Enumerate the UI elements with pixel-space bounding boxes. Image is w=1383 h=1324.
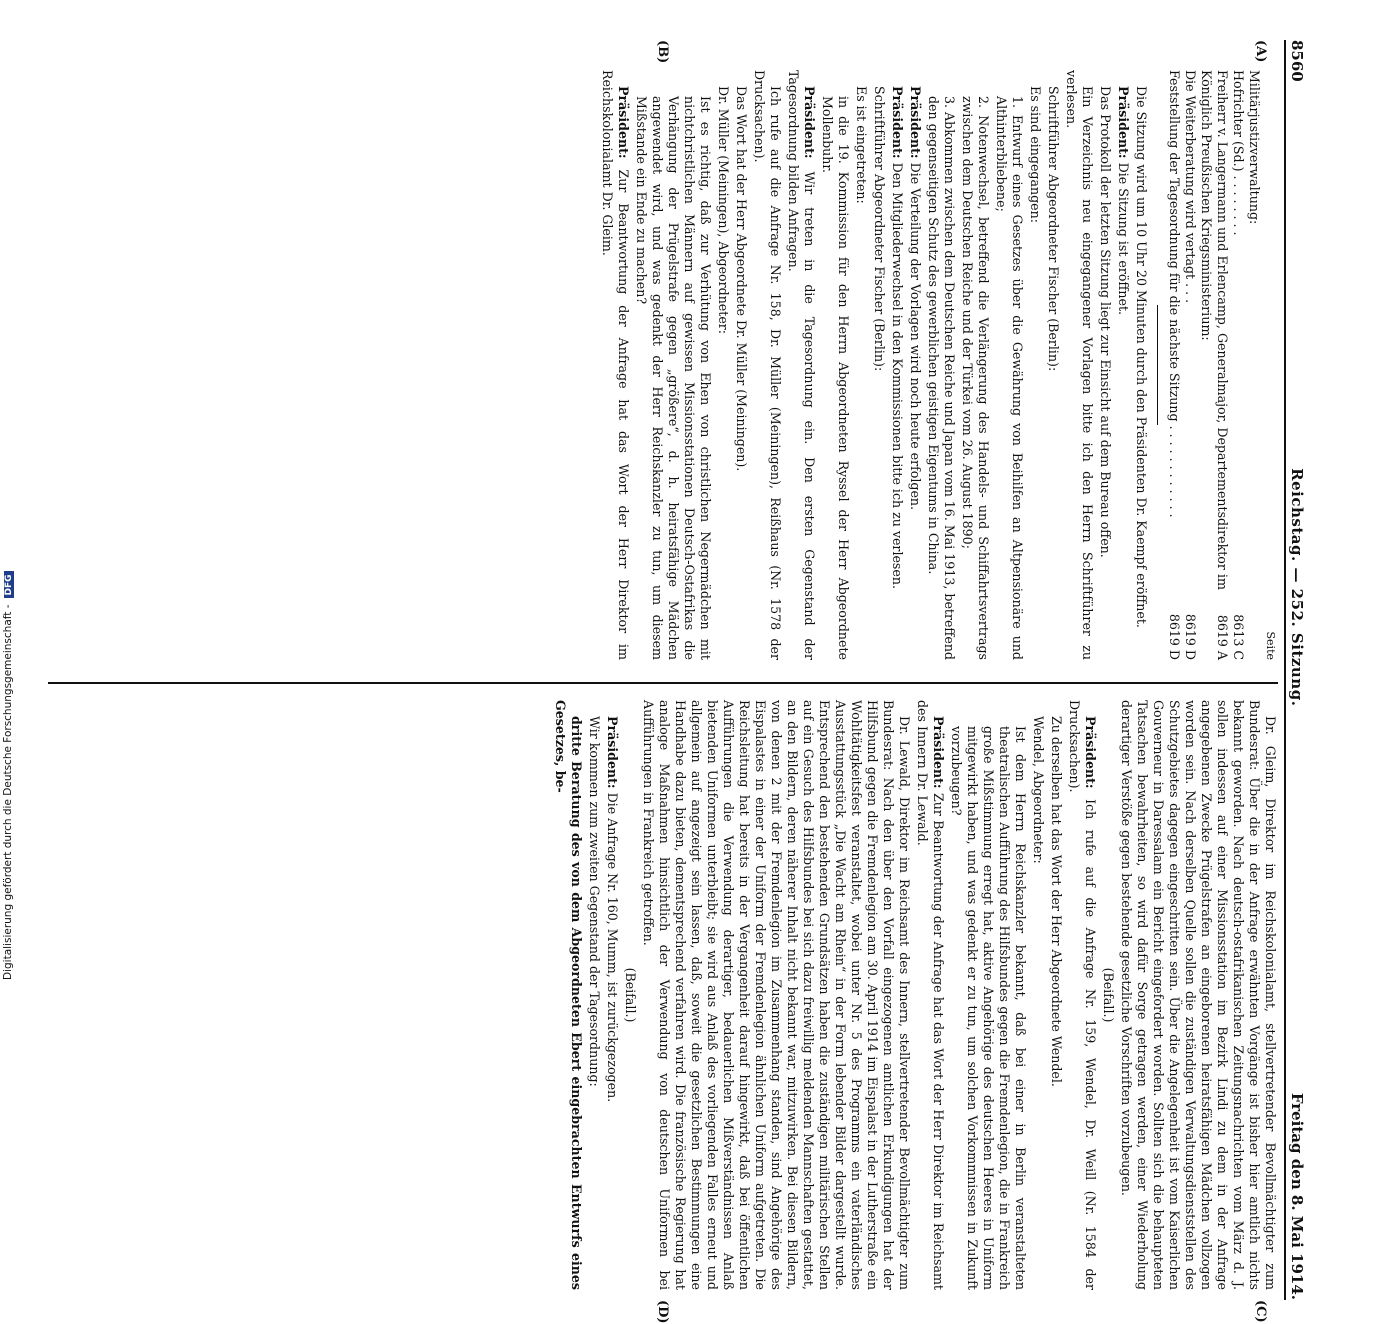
left-column: [597, 70, 1278, 660]
agenda-item: dritte Beratung des von dem Abgeordneten Ebert eingebrachten Entwurfs eines Gesetzes, be-: [553, 700, 584, 1290]
speaker-line: Schriftführer Abgeordneter Fischer (Berlin):: [1046, 86, 1061, 372]
paragraph: Präsident: Wir treten in die Tagesordnung ein. Den ersten Gegenstand der Tagesordnung bilden Anfragen.: [786, 70, 817, 660]
toc-entry: Hofrichter (Sd.) . . . . . . . . 8613 C: [1231, 70, 1246, 660]
paragraph: Präsident: Ich rufe auf die Anfrage Nr. 159, Wendel, Dr. Weill (Nr. 1584 der Drucksachen).: [1067, 700, 1098, 1290]
paragraph: Es sind eingegangen:: [1028, 86, 1043, 223]
paragraph: Das Wort hat der Herr Abgeordnete Dr. Müller (Meiningen).: [734, 86, 749, 472]
paragraph: Präsident: Die Anfrage Nr. 160, Mumm, ist zurückgezogen.: [605, 716, 620, 1103]
toc-entry: Feststellung der Tagesordnung für die nächste Sitzung . . . . . . . . . . . . 8619 D: [1167, 70, 1182, 660]
column-divider: [48, 682, 1278, 684]
section-rule: [1157, 305, 1158, 425]
session-date: Freitag den 8. Mai 1914.: [1288, 1092, 1306, 1300]
inquiry-text: Ist es richtig, daß zur Verhütung von Ehen von christlichen Negermädchen mit nichtchristlichen Männern auf gewissen Missionsstationen Deutsch-Ostafrikas die Verhängung der Prügelstrafe gegen „größere“, d. h. heiratsfähige Mädchen angewendet wird, und was gedenkt der Herr Reichskanzler zu tun, um diesem Mißstande ein Ende zu machen?: [634, 96, 713, 660]
margin-mark-b: (B): [655, 40, 670, 64]
paragraph: Zu derselben hat das Wort der Herr Abgeordnete Wendel.: [1049, 716, 1064, 1087]
list-item: 2. Notenwechsel, betreffend die Verlängerung des Handels- und Schiffahrtsvertrags zwischen dem Deutschen Reiche und der Türkei vom 26. August 1890;: [960, 96, 991, 660]
toc-entry: Militärjustizverwaltung:: [1247, 70, 1262, 225]
header-rule: [1284, 40, 1286, 1300]
digitization-footer: [2, 571, 14, 980]
toc-page-label: Seite: [1264, 631, 1277, 660]
toc-entry: Die Weiterberatung wird vertagt . . . 8619 D: [1183, 70, 1198, 660]
applause: (Beifall.): [623, 967, 638, 1023]
opening-statement: Die Sitzung wird um 10 Uhr 20 Minuten durch den Präsidenten Dr. Kaempf eröffnet.: [1134, 86, 1149, 628]
paragraph: Ein Verzeichnis neu eingegangener Vorlagen bitte ich den Herrn Schriftführer zu verlesen.: [1064, 70, 1095, 660]
list-item: 1. Entwurf eines Gesetzes über die Gewährung von Beihilfen an Altpensionäre und Althinterbliebene;: [994, 96, 1025, 660]
speaker-line: Schriftführer Abgeordneter Fischer (Berlin):: [872, 86, 887, 372]
paragraph: in die 19. Kommission für den Herrn Abgeordneten Ryssel der Herr Abgeordnete Mollenbuhr.: [820, 96, 851, 660]
margin-mark-d: (D): [655, 1300, 670, 1324]
paragraph: Dr. Gleim, Direktor im Reichskolonialamt, stellvertretender Bevollmächtigter zum Bundesrat: Über die in der Anfrage erwähnten Vorgänge ist bisher hier amtlich nichts bekannt geworden. Nach deutsch-ostafrikanischen Zeitungsnachrichten vom März d. J. sollen indessen auf einer Missionsstation im Bezirk Lindi zu dem in der Anfrage angegebenen Zwecke Prügelstrafen an eingeborenen heiratsfähigen Mädchen vollzogen worden sein. Nach derselben Quelle sollen die zuständigen Verwaltungsdienststellen des Schutzgebietes dagegen eingeschritten sein. Über die Angelegenheit ist vom Kaiserlichen Gouverneur in Daressalam ein Bericht eingefordert worden. Sollten sich die behaupteten Tatsachen bewahrheiten, so wird dafür Sorge getragen werden, einer Wiederholung derartiger Verstöße gegen bestehende gesetzliche Vorschriften vorzubeugen.: [1119, 700, 1278, 1290]
list-item: 3. Abkommen zwischen dem Deutschen Reiche und Japan vom 16. Mai 1913, betreffend den gegenseitigen Schutz des gewerblichen geistigen Eigentums in China.: [926, 96, 957, 660]
inquiry-text: Ist dem Herrn Reichskanzler bekannt, daß bei einer in Berlin veranstalteten theatralischen Aufführung des Hilfsbundes gegen die Fremdenlegion, die in Frankreich große Mißstimmung erregt hat, aktive Angehörige des deutschen Heeres in Uniform mitgewirkt haben, und was gedenkt er zu tun, um solchen Vorkommnissen in Zukunft vorzubeugen?: [949, 726, 1028, 1290]
margin-mark-c: (C): [1253, 1300, 1268, 1323]
dfg-logo: DFG: [4, 571, 14, 598]
paragraph: Präsident: Den Mitgliederwechsel in den Kommissionen bitte ich zu verlesen.: [890, 86, 905, 589]
speaker-line: Wendel, Abgeordneter:: [1031, 716, 1046, 864]
right-column: [550, 700, 1278, 1290]
running-head: [1288, 40, 1322, 1300]
paragraph: Präsident: Die Verteilung der Vorlagen wird noch heute erfolgen.: [908, 86, 923, 511]
paragraph: Dr. Lewald, Direktor im Reichsamt des Innern, stellvertretender Bevollmächtigter zum Bundesrat: Nach den über den Vorfall eingezogenen amtlichen Erkundigungen hat der Hilfsbund gegen die Fremdenlegion am 30. April 1914 im Eispalast in der Lutherstraße ein Wohltätigkeitsfest veranstaltet, wobei unter Nr. 5 des Programms ein vaterländisches Ausstattungsstück „Die Wacht am Rhein“ in der Form lebender Bilder dargestellt wurde. Entsprechend den bestehenden Grundsätzen haben die zuständigen militärischen Stellen auf ein Gesuch des Hilfsbundes bei sich dazu freiwillig meldenden Mannschaften gestattet, an den Bildern, deren näherer Inhalt nicht bekannt war, mitzuwirken. Bei diesen Bildern, von denen 2 mit der Fremdenlegion im Zusammenhang standen, sind Angehörige des Eispalastes in einer der Uniform der Fremdenlegion ähnlichen Uniform aufgetreten. Die Reichsleitung hat bereits in der Vergangenheit darauf hingewirkt, daß bei öffentlichen Aufführungen die Verwendung derartiger, bedauerlichen Mißverständnissen Anlaß bietenden Uniformen unterbleibt; sie wird aus Anlaß des vorliegenden Falles erneut und allgemein auf angezeigt sein lassen, daß, soweit die gesetzlichen Bestimmungen eine Handhabe dazu bieten, dementsprechend verfahren wird. Die französische Regierung hat analoge Maßnahmen hinsichtlich der Verwendung von deutschen Uniformen bei Aufführungen in Frankreich getroffen.: [641, 700, 912, 1290]
page-number: 8560: [1288, 40, 1306, 82]
margin-mark-a: (A): [1253, 40, 1268, 63]
footer-text: Digitalisierung gefördert durch die Deutsche Forschungsgemeinschaft -: [2, 604, 14, 980]
applause: (Beifall.): [1101, 967, 1116, 1023]
speaker-line: Dr. Müller (Meiningen), Abgeordneter:: [716, 86, 731, 335]
paragraph: Das Protokoll der letzten Sitzung liegt zur Einsicht auf dem Bureau offen.: [1098, 86, 1113, 558]
paragraph: Präsident: Zur Beantwortung der Anfrage hat das Wort der Herr Direktor im Reichskolonialamt Dr. Gleim.: [600, 70, 631, 660]
paragraph: Es ist eingetreten:: [854, 86, 869, 204]
toc-list: [1166, 70, 1262, 660]
paragraph: Präsident: Die Sitzung ist eröffnet.: [1116, 86, 1131, 316]
paragraph: Präsident: Zur Beantwortung der Anfrage hat das Wort der Herr Direktor im Reichsamt des Innern Dr. Lewald.: [915, 700, 946, 1290]
paragraph: Wir kommen zum zweiten Gegenstand der Tagesordnung:: [587, 716, 602, 1087]
running-title: Reichstag. — 252. Sitzung.: [1288, 468, 1306, 707]
paragraph: Ich rufe auf die Anfrage Nr. 158, Dr. Müller (Meiningen), Reißhaus (Nr. 1578 der Drucksachen).: [752, 70, 783, 660]
toc-entry: Freiherr v. Langermann und Erlencamp, Generalmajor, Departementsdirektor im Königlich Preußischen Kriegsministerium: 8619 A: [1199, 70, 1230, 660]
